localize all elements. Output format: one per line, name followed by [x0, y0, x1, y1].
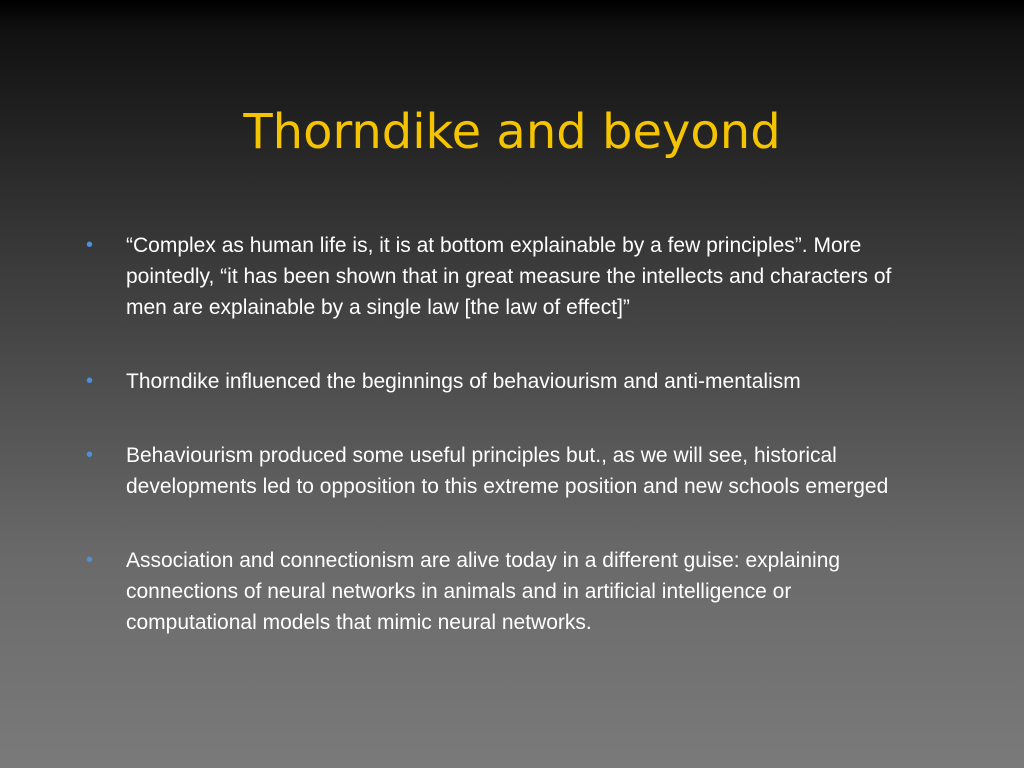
bullet-item	[86, 545, 926, 638]
bullet-marker: •	[86, 234, 94, 256]
bullet-text: Association and connectionism are alive today in a different guise: explaining connections of neural networks in animals and in artificial intelligence or computational models that mimic neural networks.	[126, 549, 841, 634]
bullet-text: “Complex as human life is, it is at bottom explainable by a few principles”. More pointedly, “it has been shown that in great measure the intellects and characters of men are explainable by a single law [the law of effect]”	[126, 234, 892, 319]
bullet-item	[86, 366, 926, 397]
bullet-item	[86, 440, 926, 502]
bullet-text: Thorndike influenced the beginnings of behaviourism and anti-mentalism	[126, 370, 801, 393]
bullet-marker: •	[86, 549, 94, 571]
slide-title: Thorndike and beyond	[243, 104, 781, 160]
bullet-marker: •	[86, 370, 94, 392]
bullet-marker: •	[86, 444, 94, 466]
bullet-item	[86, 230, 926, 323]
bullet-list	[86, 230, 926, 681]
bullet-text: Behaviourism produced some useful principles but., as we will see, historical developments led to opposition to this extreme position and new schools emerged	[126, 444, 889, 498]
